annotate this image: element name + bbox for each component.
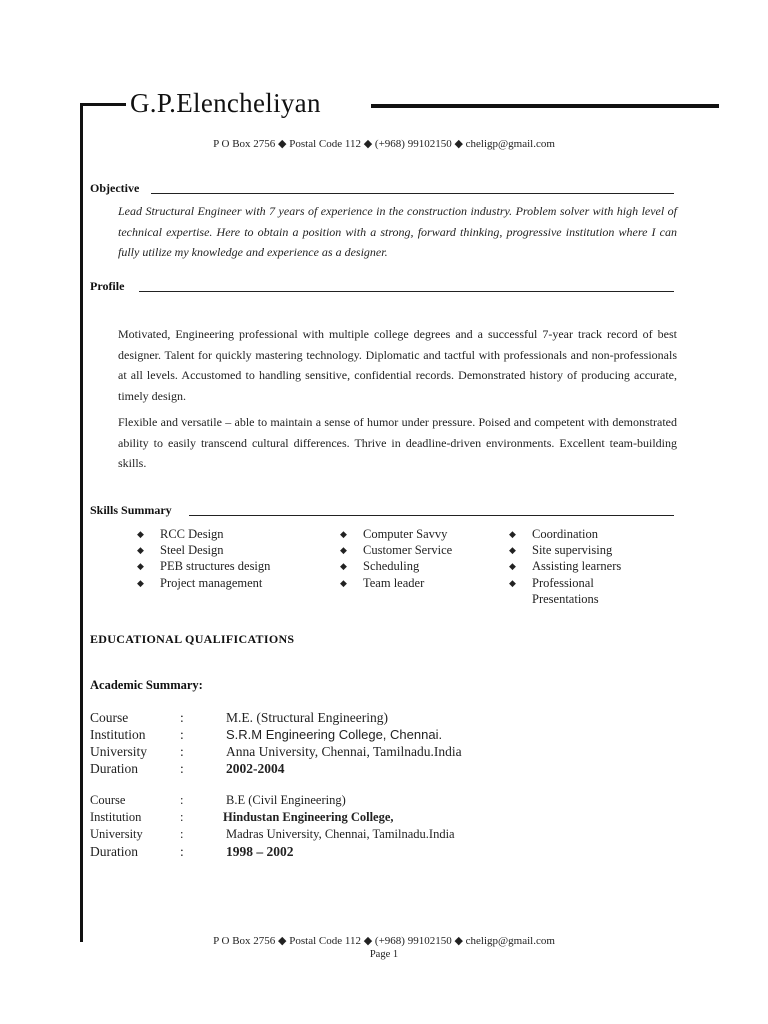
bullet-icon: ◆	[340, 561, 347, 572]
bullet-icon: ◆	[509, 577, 516, 588]
skill-item: ◆ Customer Service	[340, 543, 453, 558]
skill-item: ◆ PEB structures design	[137, 559, 271, 574]
bullet-icon: ◆	[509, 561, 516, 572]
edu1-duration: 2002-2004	[226, 761, 285, 776]
header-rule-left	[80, 103, 126, 106]
bullet-icon: ◆	[340, 577, 347, 588]
objective-rule	[151, 193, 674, 194]
bullet-icon: ◆	[509, 529, 516, 539]
bullet-icon: ◆	[340, 545, 347, 556]
edu2-duration: 1998 – 2002	[226, 844, 294, 859]
contact-line-header: P O Box 2756 ◆ Postal Code 112 ◆ (+968) 99102150 ◆ cheligp@gmail.com	[213, 138, 555, 150]
edu1-institution: S.R.M Engineering College, Chennai.	[226, 727, 443, 742]
edu2-institution: Hindustan Engineering College,	[223, 810, 394, 824]
edu1-university: Anna University, Chennai, Tamilnadu.India	[226, 744, 462, 759]
skill-item: ◆ Site supervising	[509, 543, 613, 558]
skill-item: ◆ Computer Savvy	[340, 527, 448, 541]
skill-item: ◆ Steel Design	[137, 543, 224, 558]
resume-page: G.P.Elencheliyan P O Box 2756 ◆ Postal Code 112 ◆ (+968) 99102150 ◆ cheligp@gmail.com Objective Lead Structural Engineer with 7 years of experience in the construction industry. Problem solver with high level of technical expertise. Here to obtain a position with a strong, forward thinking, progressive institution where I can fully utilize my knowledge and experience as a designer. Profile Motivated, Engineering professional with multiple college degrees and a successful 7-year track record of best designer. Talent for quickly mastering technology. Diplomatic and tactful with professionals and non-professionals at all levels. Accustomed to handling sensitive, confidential records. Demonstrated history of producing accurate, timely design. Flexible and versatile – able to maintain a sense of humor under pressure. Poised and competent with demonstrated ability to easily transcend cultural differences. Thrive in deadline-driven environments. Excellent team-building skills. Skills Summary ◆ RCC Design ◆ Steel Design ◆ PEB structures design ◆ Project management ◆ Computer Savvy ◆ Customer Service ◆ Scheduling ◆ Team leader ◆ Coordination ◆ Site supervising ◆ Assisting learners ◆ Professional Presentations EDUCATIONAL QUALIFICATIONS Academic Summary: Course : M.E. (Structural Engineering) Institution : S.R.M Engineering College, Chennai. University : Anna University, Chennai, Tamilnadu.India Duration : 2002-2004 Course : B.E (Civil Engineering) Institution : Hindustan Engineering College, University : Madras University, Chennai, Tamilnadu.India Duration : 1998 – 2002 P O Box 2756 ◆ Postal Code 112 ◆ (+968) 99102150 ◆ cheligp@gmail.com Page 1	[0, 0, 768, 1024]
bullet-icon: ◆	[340, 529, 347, 539]
academic-summary-heading: Academic Summary:	[90, 678, 203, 692]
profile-rule	[139, 291, 674, 292]
education-heading: EDUCATIONAL QUALIFICATIONS	[90, 632, 295, 646]
profile-paragraph-1: Motivated, Engineering professional with multiple college degrees and a successful 7-year track record of best designer. Talent for quickly mastering technology. Diplomatic and tactful with professionals and non-professionals at all levels. Accustomed to handling sensitive, confidential records. Demonstrated history of producing accurate, timely design.	[118, 327, 677, 403]
header-rule-right	[371, 104, 719, 108]
edu2-university: Madras University, Chennai, Tamilnadu.India	[226, 827, 455, 841]
skills-rule	[189, 515, 674, 516]
bullet-icon: ◆	[137, 577, 144, 588]
candidate-name: G.P.Elencheliyan	[130, 88, 321, 118]
contact-line-footer: P O Box 2756 ◆ Postal Code 112 ◆ (+968) 99102150 ◆ cheligp@gmail.com	[213, 935, 555, 947]
skills-heading: Skills Summary	[90, 503, 172, 517]
skill-item: ◆ RCC Design	[137, 527, 224, 541]
edu1-course: M.E. (Structural Engineering)	[226, 710, 388, 725]
skill-item: ◆ Professional Presentations	[509, 575, 599, 606]
profile-heading: Profile	[90, 279, 125, 293]
objective-text: Lead Structural Engineer with 7 years of experience in the construction industry. Problem solver with high level of technical expertise. Here to obtain a position with a strong, forward thinking, progressive institution where I can fully utilize my knowledge and experience as a designer.	[118, 204, 677, 259]
bullet-icon: ◆	[509, 545, 516, 556]
left-border-rule	[80, 104, 83, 942]
bullet-icon: ◆	[137, 561, 144, 572]
bullet-icon: ◆	[137, 529, 144, 539]
skill-item: ◆ Assisting learners	[509, 559, 622, 574]
skill-item: ◆ Coordination	[509, 527, 598, 541]
skill-item: ◆ Team leader	[340, 575, 425, 590]
edu2-course: B.E (Civil Engineering)	[226, 793, 346, 807]
skill-item: ◆ Project management	[137, 575, 263, 590]
objective-heading: Objective	[90, 181, 140, 195]
skill-item: ◆ Scheduling	[340, 559, 420, 574]
skills-column-1	[137, 526, 330, 591]
skills-column-3	[509, 526, 652, 607]
page-number: Page 1	[369, 949, 399, 960]
skills-column-2	[340, 526, 503, 591]
bullet-icon: ◆	[137, 545, 144, 556]
profile-paragraph-2: Flexible and versatile – able to maintain a sense of humor under pressure. Poised and competent with demonstrated ability to easily transcend cultural differences. Thrive in deadline-driven environments. Excellent team-building skills.	[118, 415, 677, 470]
